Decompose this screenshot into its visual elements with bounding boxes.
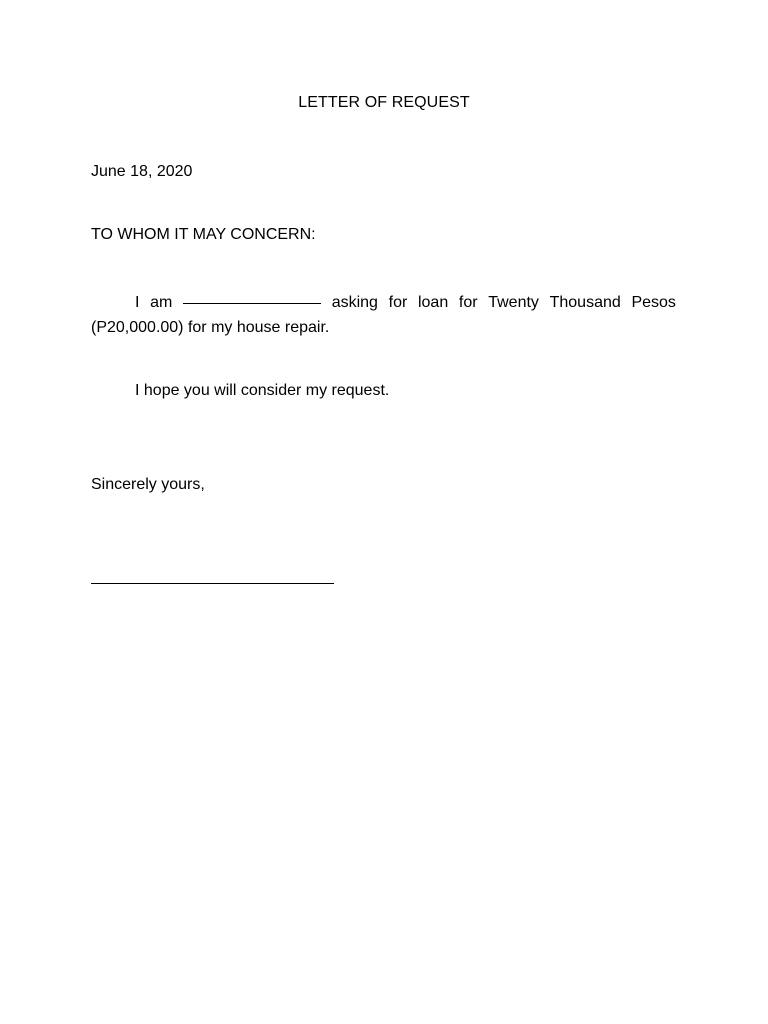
salutation: TO WHOM IT MAY CONCERN: xyxy=(91,226,316,243)
word: asking xyxy=(331,294,378,311)
request-paragraph-line-2: (P20,000.00) for my house repair. xyxy=(91,319,330,336)
word: loan xyxy=(417,294,449,311)
letter-date: June 18, 2020 xyxy=(91,163,193,180)
word: am xyxy=(150,294,173,311)
word: I xyxy=(135,294,140,311)
letter-title: LETTER OF REQUEST xyxy=(298,94,470,111)
closing: Sincerely yours, xyxy=(91,476,205,493)
word: Pesos xyxy=(631,294,676,311)
signature-line xyxy=(91,583,334,584)
word: Thousand xyxy=(549,294,621,311)
consideration-paragraph: I hope you will consider my request. xyxy=(135,382,390,399)
request-paragraph xyxy=(91,287,676,338)
word: for xyxy=(458,294,478,311)
word: Twenty xyxy=(488,294,539,311)
name-blank-line xyxy=(183,287,321,304)
word: for xyxy=(388,294,408,311)
request-paragraph-line-1 xyxy=(91,287,676,311)
